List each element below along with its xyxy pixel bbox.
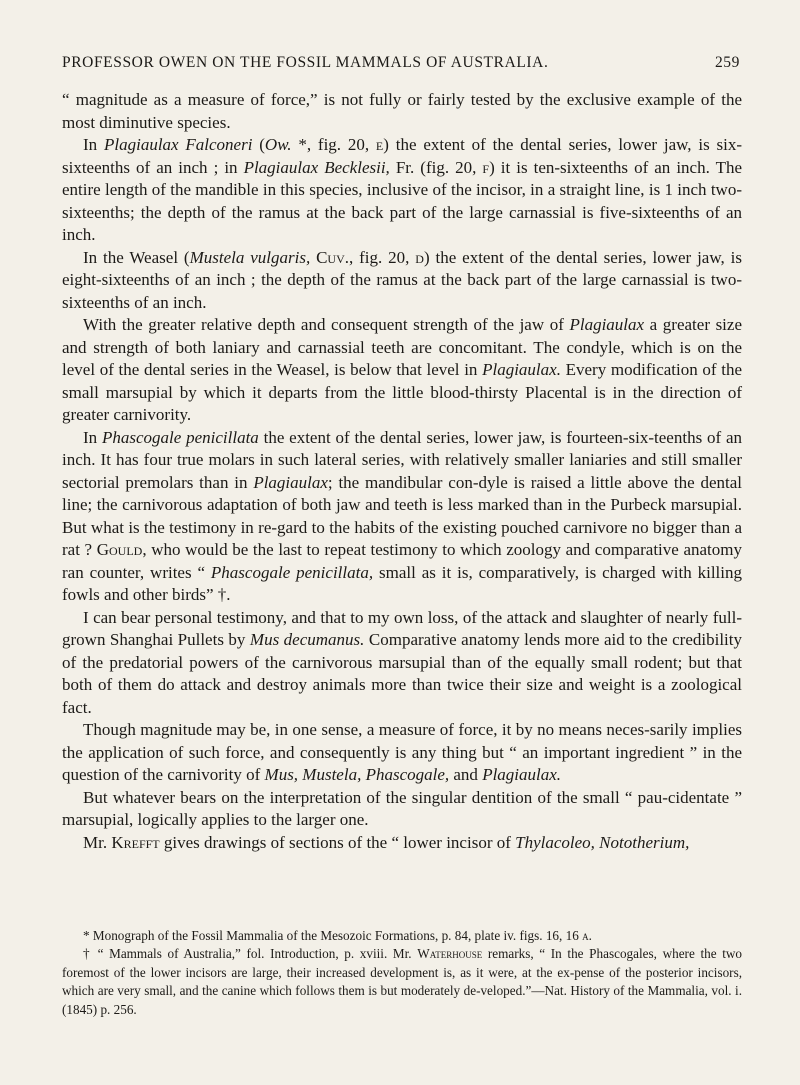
italic-run: Plagiaulax.: [482, 360, 561, 379]
text-run: “ magnitude as a measure of force,” is not fully or fairly tested by the exclusive example of the most diminutive species.: [62, 90, 742, 132]
paragraph: [62, 787, 742, 832]
small-caps-run: Krefft: [111, 832, 160, 852]
text-run: , who would be the last to repeat testimony to which zoology and comparative anatomy ran counter, writes “: [62, 540, 742, 582]
paragraph: [62, 314, 742, 427]
italic-run: Mus decumanus.: [249, 630, 365, 649]
small-caps-run: Gould: [96, 540, 143, 559]
text-run: With the greater relative depth and consequent strength of the jaw of: [83, 315, 570, 334]
text-run: *, fig. 20,: [291, 135, 376, 154]
footnote: [62, 945, 742, 1019]
small-caps-run: Waterhouse: [417, 946, 483, 962]
italic-run: Plagiaulax Becklesii,: [243, 157, 390, 177]
paragraph: [62, 832, 742, 855]
text-run: † “ Mammals of Australia,” fol. Introduction, p. xviii. Mr.: [83, 946, 418, 962]
text-run: Comparative anatomy lends more aid to the credibility of the predatorial powers of the carnivorous marsupial than of the equally small rodent; but that both of them do attack and destroy animals more than twice their size and weight is a zoological fact.: [62, 630, 742, 717]
paragraph: [62, 89, 742, 134]
text-run: gives drawings of sections of the “ lower incisor of: [159, 832, 516, 852]
text-run: ; the mandibular con-dyle is raised a little above the dental line; the carnivorous adaptation of both jaw and teeth is less marked than in the Purbeck marsupial. But what is the testimony in re-gard to the habits of the existing pouched carnivore no bigger than a rat ?: [62, 472, 742, 559]
text-run: the extent of the dental series, lower jaw, is fourteen-six-teenths of an inch. It has four true molars in such lateral series, with relatively smaller laniaries and still smaller sectorial premolars than in: [62, 427, 742, 492]
main-text: [62, 89, 742, 854]
italic-run: Plagiaulax.: [482, 765, 562, 784]
italic-run: Mustela vulgaris,: [189, 247, 311, 267]
text-run: Every modification of the small marsupial by which it departs from the little blood-thirsty Placental is in the direction of greater carnivority.: [62, 360, 742, 424]
paragraph: [62, 607, 742, 720]
text-run: I can bear personal testimony, and that to my own loss, of the attack and slaughter of nearly full-grown Shanghai Pullets by: [62, 607, 742, 649]
text-run: Mr.: [83, 832, 112, 852]
italic-run: Phascogale penicillata,: [210, 562, 374, 582]
paragraph: [62, 134, 742, 247]
italic-run: Mus, Mustela, Phascogale,: [264, 765, 450, 784]
italic-run: Plagiaulax: [253, 472, 328, 492]
italic-run: Plagiaulax: [569, 315, 645, 334]
text-run: In: [83, 135, 104, 154]
text-run: remarks, “ In the Phascogales, where the two foremost of the lower incisors are large, their increased development is, as it were, at the ex-pense of the posterior incisors, which are very small, and the canine which follows them is but moderately de-veloped.”—Nat. History of the Mammalia, vol. i. (1845) p. 256.: [62, 946, 742, 1017]
page-number: 259: [714, 54, 740, 71]
text-run: In the Weasel (: [83, 247, 190, 267]
italic-run: Thylacoleo, Nototherium,: [515, 832, 690, 852]
text-run: small as it is, comparatively, is charged with killing fowls and other birds” †.: [62, 562, 742, 604]
text-run: and: [449, 765, 483, 784]
text-run: ) the extent of the dental series, lower jaw, is six-sixteenths of an inch ; in: [62, 135, 742, 177]
footnote: [62, 927, 742, 945]
italic-run: Ow.: [264, 135, 292, 154]
italic-run: Phascogale penicillata: [101, 427, 259, 447]
text-run: ) the extent of the dental series, lower jaw, is eight-sixteenths of an inch ; the depth of the ramus at the back part of the large carnassial is two-sixteenths of an inch.: [62, 247, 742, 312]
text-run: In: [83, 427, 102, 447]
text-run: Though magnitude may be, in one sense, a measure of force, it by no means neces-sarily implies the application of such force, and consequently is any thing but “ an important ingredient ” in the question of the carnivority of: [62, 720, 742, 784]
small-caps-run: d: [415, 247, 424, 267]
text-run: , fig. 20,: [349, 247, 416, 267]
text-run: a greater size and strength of both laniary and carnassial teeth are concomitant. The condyle, which is on the level of the dental series in the Weasel, is below that level in: [62, 315, 742, 379]
paragraph: [62, 719, 742, 787]
text-run: * Monograph of the Fossil Mammalia of the Mesozoic Formations, p. 84, plate iv. figs. 16, 16: [83, 928, 583, 943]
footnotes: [62, 927, 742, 1019]
text-run: .: [588, 928, 592, 943]
paragraph: [62, 427, 742, 607]
small-caps-run: a: [582, 928, 589, 943]
text-run: ) it is ten-sixteenths of an inch. The entire length of the mandible in this species, inclusive of the incisor, in a straight line, is 1 inch two-sixteenths; the depth of the ramus at the back part of the large carnassial is five-sixteenths of an inch.: [62, 157, 742, 244]
paragraph: [62, 247, 742, 315]
small-caps-run: Cuv.: [316, 247, 350, 267]
running-title: PROFESSOR OWEN ON THE FOSSIL MAMMALS OF AUSTRALIA.: [62, 54, 549, 71]
small-caps-run: f: [482, 157, 490, 177]
text-run: But whatever bears on the interpretation of the singular dentition of the small “ pau-cidentate ” marsupial, logically applies to the larger one.: [62, 787, 742, 829]
small-caps-run: e: [375, 135, 384, 154]
text-run: Fr. (fig. 20,: [389, 157, 483, 177]
text-run: (: [252, 135, 265, 154]
italic-run: Plagiaulax Falconeri: [103, 135, 253, 154]
running-header: [62, 54, 740, 72]
